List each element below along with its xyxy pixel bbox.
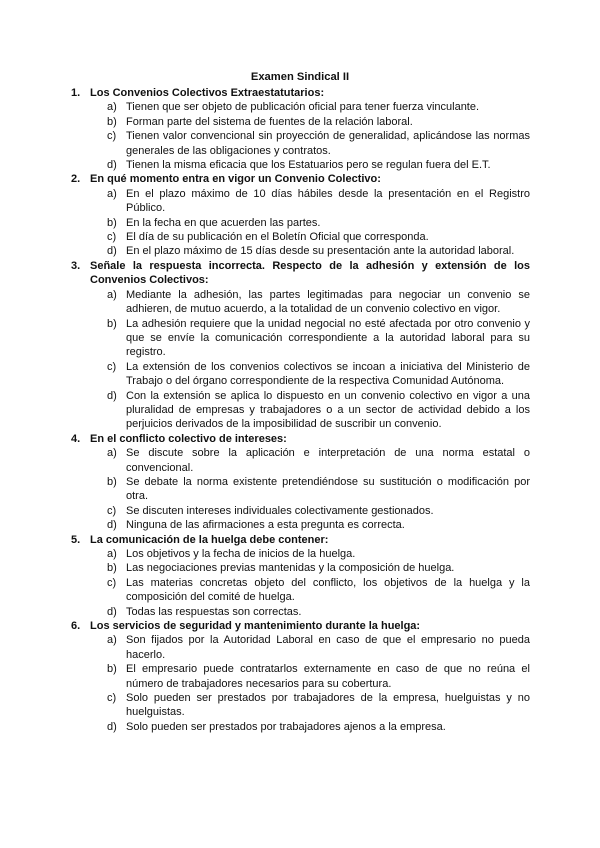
answer-option xyxy=(66,115,530,129)
question-number: 4. xyxy=(71,432,81,445)
answer-options xyxy=(66,547,530,619)
option-text: Forman parte del sistema de fuentes de la relación laboral. xyxy=(126,115,413,128)
option-letter: c) xyxy=(107,692,117,705)
answer-option xyxy=(66,504,530,518)
option-letter: a) xyxy=(107,634,117,647)
option-text: Ninguna de las afirmaciones a esta pregunta es correcta. xyxy=(126,519,405,532)
option-letter: d) xyxy=(107,159,117,172)
option-text: Las materias concretas objeto del conflicto, los objetivos de la huelga y la composición del comité de huelga. xyxy=(126,576,530,604)
option-text: Todas las respuestas son correctas. xyxy=(126,605,302,618)
answer-option xyxy=(66,561,530,575)
option-text: La extensión de los convenios colectivos se incoan a iniciativa del Ministerio de Trabajo o del órgano correspondiente de la respectiva Comunidad Autónoma. xyxy=(126,360,530,388)
answer-option xyxy=(66,518,530,532)
page-title: Examen Sindical II xyxy=(250,71,350,83)
answer-option xyxy=(66,389,530,432)
answer-options xyxy=(66,633,530,734)
question-number: 1. xyxy=(71,87,81,99)
answer-option xyxy=(66,187,530,216)
option-text: El empresario puede contratarlos externamente en caso de que no reúna el número de trabajadores necesarios para su cobertura. xyxy=(126,663,530,690)
option-text: Solo pueden ser prestados por trabajadores de la empresa, huelguistas y no huelguistas. xyxy=(126,692,530,719)
answer-option xyxy=(66,129,530,158)
question-text: En el conflicto colectivo de intereses: xyxy=(90,432,287,445)
answer-option xyxy=(66,244,530,258)
question xyxy=(66,533,530,619)
question xyxy=(66,619,530,734)
option-text: Los objetivos y la fecha de inicios de la huelga. xyxy=(126,548,356,560)
option-letter: a) xyxy=(107,101,117,114)
option-text: Son fijados por la Autoridad Laboral en caso de que el empresario no pueda hacerlo. xyxy=(126,634,530,661)
answer-option xyxy=(66,100,530,114)
option-text: En la fecha en que acuerden las partes. xyxy=(126,216,321,229)
question-text: En qué momento entra en vigor un Convenio Colectivo: xyxy=(90,173,381,186)
question-text: La comunicación de la huelga debe contener: xyxy=(90,533,329,546)
answer-option xyxy=(66,216,530,230)
option-letter: a) xyxy=(107,447,117,460)
option-letter: a) xyxy=(107,187,117,200)
answer-option xyxy=(66,547,530,561)
question-number: 2. xyxy=(71,173,81,186)
question-number: 3. xyxy=(71,259,81,272)
answer-option xyxy=(66,317,530,360)
option-letter: d) xyxy=(107,389,117,402)
answer-option xyxy=(66,446,530,475)
question xyxy=(66,432,530,533)
option-text: Se discute sobre la aplicación e interpretación de una norma estatal o convencional. xyxy=(126,447,530,474)
question-heading xyxy=(66,533,530,547)
answer-option xyxy=(66,230,530,244)
option-letter: b) xyxy=(107,115,117,128)
question-text: Los servicios de seguridad y mantenimiento durante la huelga: xyxy=(90,620,421,633)
option-letter: a) xyxy=(107,548,117,560)
answer-option xyxy=(66,691,530,720)
answer-option xyxy=(66,662,530,691)
option-letter: c) xyxy=(107,360,117,373)
option-text: En el plazo máximo de 10 días hábiles desde la presentación en el Registro Público. xyxy=(126,187,530,215)
option-letter: b) xyxy=(107,562,117,575)
option-letter: c) xyxy=(107,504,117,517)
option-text: La adhesión requiere que la unidad negocial no esté afectada por otro convenio y que se envíe la comunicación correspondiente a la autoridad laboral para su registro. xyxy=(126,317,530,359)
answer-options xyxy=(66,288,530,432)
option-letter: b) xyxy=(107,475,117,488)
option-letter: d) xyxy=(107,519,117,532)
option-text: En el plazo máximo de 15 días desde su presentación ante la autoridad laboral. xyxy=(126,245,515,258)
answer-options xyxy=(66,100,530,172)
option-letter: c) xyxy=(107,130,117,143)
option-letter: d) xyxy=(107,245,117,258)
option-letter: d) xyxy=(107,720,117,733)
answer-option xyxy=(66,158,530,172)
question-heading xyxy=(66,619,530,633)
question-number: 5. xyxy=(71,533,81,546)
question-heading xyxy=(66,86,530,100)
answer-option xyxy=(66,605,530,619)
option-text: El día de su publicación en el Boletín Oficial que corresponda. xyxy=(126,231,429,244)
option-text: Se debate la norma existente pretendiéndose su sustitución o modificación por otra. xyxy=(126,475,530,503)
answer-option xyxy=(66,288,530,317)
option-text: Las negociaciones previas mantenidas y la composición de huelga. xyxy=(126,562,455,575)
option-letter: b) xyxy=(107,317,117,330)
answer-option xyxy=(66,720,530,734)
question xyxy=(66,259,530,432)
option-letter: b) xyxy=(107,216,117,229)
option-text: Solo pueden ser prestados por trabajadores ajenos a la empresa. xyxy=(126,720,446,733)
option-letter: d) xyxy=(107,605,117,618)
answer-option xyxy=(66,360,530,389)
option-letter: b) xyxy=(107,663,117,676)
answer-option xyxy=(66,475,530,504)
question-number: 6. xyxy=(71,620,81,633)
option-letter: c) xyxy=(107,576,117,589)
option-text: Con la extensión se aplica lo dispuesto en un convenio colectivo en vigor a una pluralidad de empresas y trabajadores o a un sector de actividad debido a los perjuicios derivados de la imposibilidad de suscribir un convenio. xyxy=(126,389,530,431)
question xyxy=(66,86,530,172)
question-heading xyxy=(66,172,530,186)
answer-option xyxy=(66,633,530,662)
option-text: Tienen que ser objeto de publicación oficial para tener fuerza vinculante. xyxy=(126,101,480,114)
option-text: Mediante la adhesión, las partes legitimadas para negociar un convenio se adhieren, de mutuo acuerdo, a la totalidad de un convenio colectivo en vigor. xyxy=(126,288,530,316)
question-list xyxy=(66,86,530,734)
answer-options xyxy=(66,187,530,259)
option-letter: c) xyxy=(107,231,117,244)
option-text: Tienen valor convencional sin proyección de generalidad, aplicándose las normas generales de las obligaciones y contratos. xyxy=(126,130,530,157)
option-letter: a) xyxy=(107,288,117,301)
answer-options xyxy=(66,446,530,532)
question-heading xyxy=(66,432,530,446)
option-text: Tienen la misma eficacia que los Estatuarios pero se regulan fuera del E.T. xyxy=(126,159,491,172)
question-text: Los Convenios Colectivos Extraestatutarios: xyxy=(90,87,325,99)
answer-option xyxy=(66,576,530,605)
question xyxy=(66,172,530,258)
option-text: Se discuten intereses individuales colectivamente gestionados. xyxy=(126,504,434,517)
question-text: Señale la respuesta incorrecta. Respecto de la adhesión y extensión de los Convenios Colectivos: xyxy=(90,259,530,287)
question-heading xyxy=(66,259,530,288)
